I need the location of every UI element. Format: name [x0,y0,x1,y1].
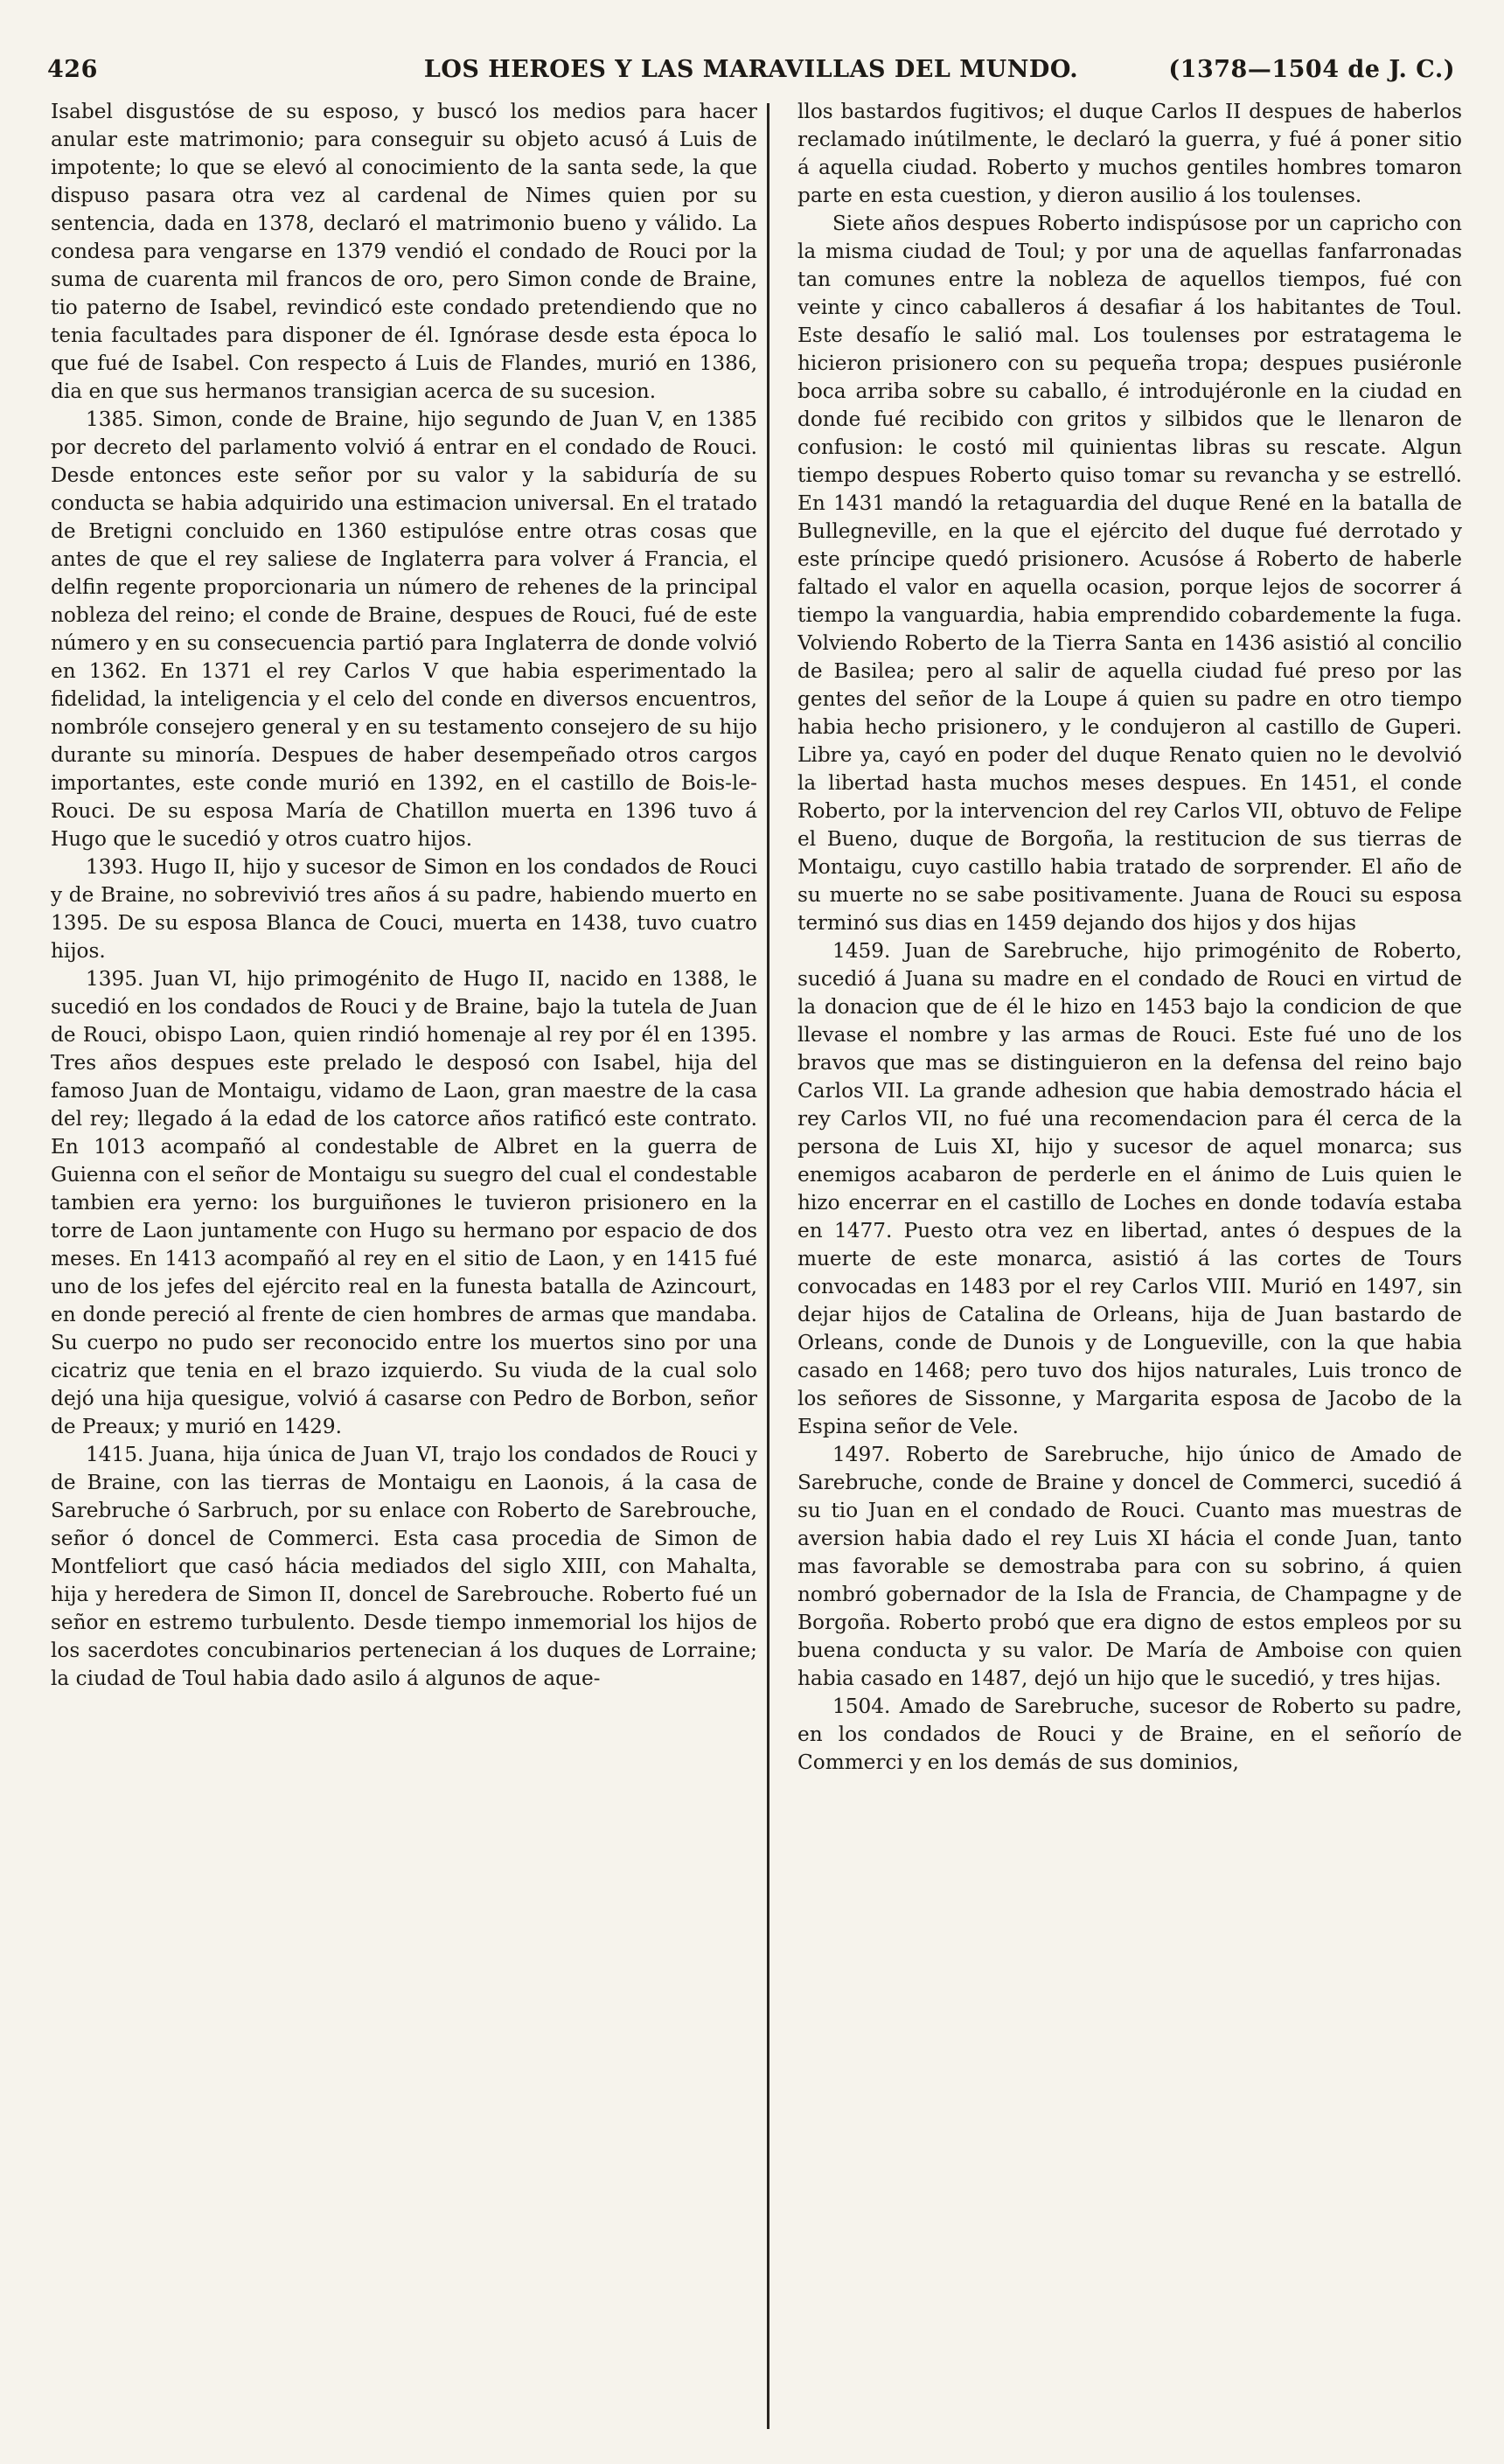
paragraph: llos bastardos fugitivos; el duque Carlos II despues de haberlos reclamado inútilmente, le declaró la guerra, y fué á poner sitio á aquella ciudad. Roberto y muchos gentiles hombres tomaron parte en esta cuestion, y dieron ausilio á los toulenses. [797,100,1462,207]
paragraph: Isabel disgustóse de su esposo, y buscó los medios para hacer anular este matrimonio; para conseguir su objeto acusó á Luis de impotente; lo que se elevó al conocimiento de la santa sede, la que dispuso pasara otra vez al cardenal de Nimes quien por su sentencia, dada en 1378, declaró el matrimonio bueno y válido. La condesa para vengarse en 1379 vendió el condado de Rouci por la suma de cuarenta mil francos de oro, pero Simon conde de Braine, tio paterno de Isabel, revindicó este condado pretendiendo que no tenia facultades para disponer de él. Ignórase desde esta época lo que fué de Isabel. Con respecto á Luis de Flandes, murió en 1386, dia en que sus hermanos transigian acerca de su sucesion. [51,100,757,403]
paragraph: 1504. Amado de Sarebruche, sucesor de Roberto su padre, en los condados de Rouci y de Braine, en el señorío de Commerci y en los demás de sus dominios, [797,1695,1462,1774]
paragraph: 1385. Simon, conde de Braine, hijo segundo de Juan V, en 1385 por decreto del parlamento volvió á entrar en el condado de Rouci. Desde entonces este señor por su valor y la sabiduría de su conducta se habia adquirido una estimacion universal. En el tratado de Bretigni concluido en 1360 estipulóse entre otras cosas que antes de que el rey saliese de Inglaterra para volver á Francia, el delfin regente proporcionaria un número de rehenes de la principal nobleza del reino; el conde de Braine, despues de Rouci, fué de este número y en su consecuencia partió para Inglaterra de donde volvió en 1362. En 1371 el rey Carlos V que habia esperimentado la fidelidad, la inteligencia y el celo del conde en diversos encuentros, nombróle consejero general y en su testamento consejero de su hijo durante su minoría. Despues de haber desempeñado otros cargos importantes, este conde murió en 1392, en el castillo de Bois-le-Rouci. De su esposa María de Chatillon muerta en 1396 tuvo á Hugo que le sucedió y otros cuatro hijos. [51,407,757,851]
paragraph: 1393. Hugo II, hijo y sucesor de Simon en los condados de Rouci y de Braine, no sobrevivió tres años á su padre, habiendo muerto en 1395. De su esposa Blanca de Couci, muerta en 1438, tuvo cuatro hijos. [51,855,757,963]
left-column [51,98,757,2441]
right-column [797,98,1462,2441]
column-divider [767,103,769,2429]
running-title: LOS HEROES Y LAS MARAVILLAS DEL MUNDO. [423,56,1079,83]
page-number: 426 [47,56,98,83]
paragraph: 1459. Juan de Sarebruche, hijo primogénito de Roberto, sucedió á Juana su madre en el condado de Rouci en virtud de la donacion que de él le hizo en 1453 bajo la condicion de que llevase el nombre y las armas de Rouci. Este fué uno de los bravos que mas se distinguieron en la defensa del reino bajo Carlos VII. La grande adhesion que habia demostrado hácia el rey Carlos VII, no fué una recomendacion para él cerca de la persona de Luis XI, hijo y sucesor de aquel monarca; sus enemigos acabaron de perderle en el ánimo de Luis quien le hizo encerrar en el castillo de Loches en donde todavía estaba en 1477. Puesto otra vez en libertad, antes ó despues de la muerte de este monarca, asistió á las cortes de Tours convocadas en 1483 por el rey Carlos VIII. Murió en 1497, sin dejar hijos de Catalina de Orleans, hija de Juan bastardo de Orleans, conde de Dunois y de Longueville, con la que habia casado en 1468; pero tuvo dos hijos naturales, Luis tronco de los señores de Sissonne, y Margarita esposa de Jacobo de la Espina señor de Vele. [797,939,1462,1438]
date-range: (1378—1504 de J. C.) [1168,56,1455,83]
running-header [47,49,1455,89]
paragraph: 1395. Juan VI, hijo primogénito de Hugo II, nacido en 1388, le sucedió en los condados de Rouci y de Braine, bajo la tutela de Juan de Rouci, obispo Laon, quien rindió homenaje al rey por él en 1395. Tres años despues este prelado le desposó con Isabel, hija del famoso Juan de Montaigu, vidamo de Laon, gran maestre de la casa del rey; llegado á la edad de los catorce años ratificó este contrato. En 1013 acompañó al condestable de Albret en la guerra de Guienna con el señor de Montaigu su suegro del cual el condestable tambien era yerno: los burguiñones le tuvieron prisionero en la torre de Laon juntamente con Hugo su hermano por espacio de dos meses. En 1413 acompañó al rey en el sitio de Laon, y en 1415 fué uno de los jefes del ejército real en la funesta batalla de Azincourt, en donde pereció al frente de cien hombres de armas que mandaba. Su cuerpo no pudo ser reconocido entre los muertos sino por una cicatriz que tenia en el brazo izquierdo. Su viuda de la cual solo dejó una hija quesigue, volvió á casarse con Pedro de Borbon, señor de Preaux; y murió en 1429. [51,967,757,1438]
paragraph: Siete años despues Roberto indispúsose por un capricho con la misma ciudad de Toul; y por una de aquellas fanfarronadas tan comunes entre la nobleza de aquellos tiempos, fué con veinte y cinco caballeros á desafiar á los habitantes de Toul. Este desafío le salió mal. Los toulenses por estratagema le hicieron prisionero con su pequeña tropa; despues pusiéronle boca arriba sobre su caballo, é introdujéronle en la ciudad en donde fué recibido con gritos y silbidos que le llenaron de confusion: le costó mil quinientas libras su rescate. Algun tiempo despues Roberto quiso tomar su revancha y se estrelló. En 1431 mandó la retaguardia del duque René en la batalla de Bullegneville, en la que el ejército del duque fué derrotado y este príncipe quedó prisionero. Acusóse á Roberto de haberle faltado el valor en aquella ocasion, porque lejos de socorrer á tiempo la vanguardia, habia emprendido cobardemente la fuga. Volviendo Roberto de la Tierra Santa en 1436 asistió al concilio de Basilea; pero al salir de aquella ciudad fué preso por las gentes del señor de la Loupe á quien su padre en otro tiempo habia hecho prisionero, y le condujeron al castillo de Guperi. Libre ya, cayó en poder del duque Renato quien no le devolvió la libertad hasta muchos meses despues. En 1451, el conde Roberto, por la intervencion del rey Carlos VII, obtuvo de Felipe el Bueno, duque de Borgoña, la restitucion de sus tierras de Montaigu, cuyo castillo habia tratado de sorprender. El año de su muerte no se sabe positivamente. Juana de Rouci su esposa terminó sus dias en 1459 dejando dos hijos y dos hijas [797,212,1462,935]
paragraph: 1497. Roberto de Sarebruche, hijo único de Amado de Sarebruche, conde de Braine y doncel de Commerci, sucedió á su tio Juan en el condado de Rouci. Cuanto mas muestras de aversion habia dado el rey Luis XI hácia el conde Juan, tanto mas favorable se demostraba para con su sobrino, á quien nombró gobernador de la Isla de Francia, de Champagne y de Borgoña. Roberto probó que era digno de estos empleos por su buena conducta y su valor. De María de Amboise con quien habia casado en 1487, dejó un hijo que le sucedió, y tres hijas. [797,1443,1462,1690]
paragraph: 1415. Juana, hija única de Juan VI, trajo los condados de Rouci y de Braine, con las tierras de Montaigu en Laonois, á la casa de Sarebruche ó Sarbruch, por su enlace con Roberto de Sarebrouche, señor ó doncel de Commerci. Esta casa procedia de Simon de Montfeliort que casó hácia mediados del siglo XIII, con Mahalta, hija y heredera de Simon II, doncel de Sarebrouche. Roberto fué un señor en estremo turbulento. Desde tiempo inmemorial los hijos de los sacerdotes concubinarios pertenecian á los duques de Lorraine; la ciudad de Toul habia dado asilo á algunos de aque- [51,1443,757,1690]
